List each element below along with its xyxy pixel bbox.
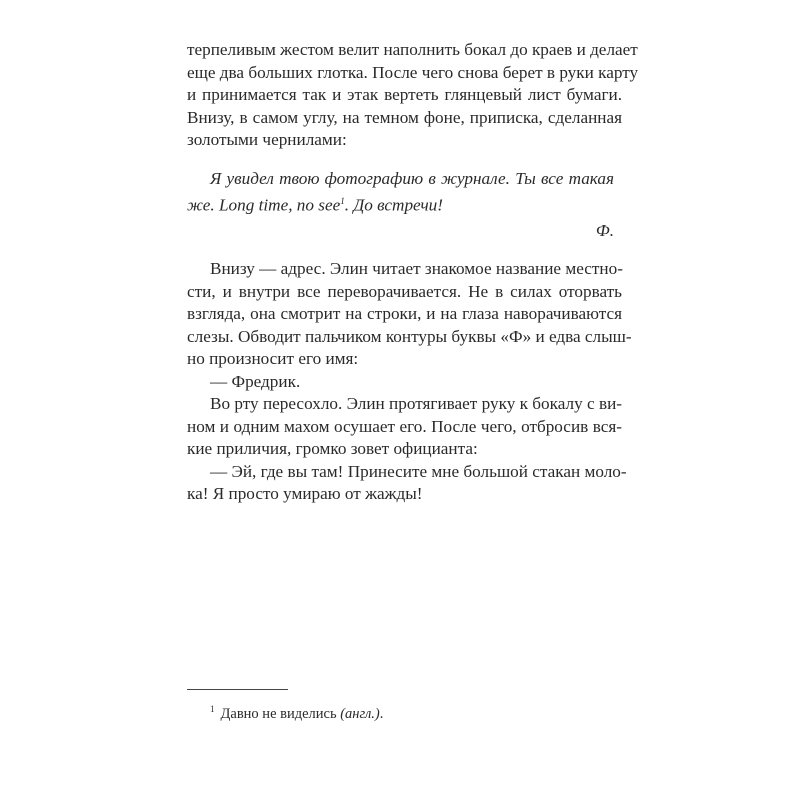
book-page-text	[187, 39, 639, 506]
text-line: и принимается так и этак вертеть глянцевый лист бумаги.	[187, 85, 622, 104]
text-line: ка! Я просто умираю от жажды!	[187, 484, 423, 503]
footnote-number: 1	[210, 704, 215, 714]
text-line: кие приличия, громко зовет официанта:	[187, 439, 478, 458]
text-line: но произносит его имя:	[187, 349, 359, 368]
footnote-end: .	[379, 705, 384, 722]
text-line: взгляда, она смотрит на строки, и на глаза наворачиваются	[187, 304, 622, 323]
text-line: Внизу — адрес. Элин читает знакомое название местно-	[210, 259, 623, 278]
footnote-ref: 1	[340, 196, 345, 206]
footnote-text: Давно не виделись	[220, 705, 341, 722]
quote-text: . До встречи!	[344, 195, 443, 215]
footnote	[210, 700, 383, 723]
text-line: Внизу, в самом углу, на темном фоне, приписка, сделанная	[187, 107, 622, 127]
text-line: слезы. Обводит пальчиком контуры буквы «Ф» и едва слыш-	[187, 326, 632, 346]
text-line: золотыми чернилами:	[187, 130, 347, 149]
text-line: Во рту пересохло. Элин протягивает руку к бокалу с ви-	[210, 394, 622, 413]
quote-line: Я увидел твою фотографию в журнале. Ты все такая	[210, 168, 614, 188]
text-line: еще два больших глотка. После чего снова берет в руки карту	[187, 62, 639, 82]
text-line: сти, и внутри все переворачивается. Не в силах оторвать	[187, 281, 622, 301]
text-line: ном и одним махом осушает его. После чего, отбросив вся-	[187, 416, 622, 436]
text-line: терпеливым жестом велит наполнить бокал до краев и делает	[187, 40, 638, 59]
signature: Ф.	[595, 220, 614, 240]
quote-text: же. Long time, no see	[187, 195, 341, 215]
text-line: — Эй, где вы там! Принесите мне большой стакан моло-	[210, 461, 627, 481]
text-line: — Фредрик.	[210, 371, 301, 391]
quote-line	[187, 190, 622, 213]
footnote-note: (англ.)	[340, 705, 380, 722]
footnote-divider	[187, 689, 288, 690]
